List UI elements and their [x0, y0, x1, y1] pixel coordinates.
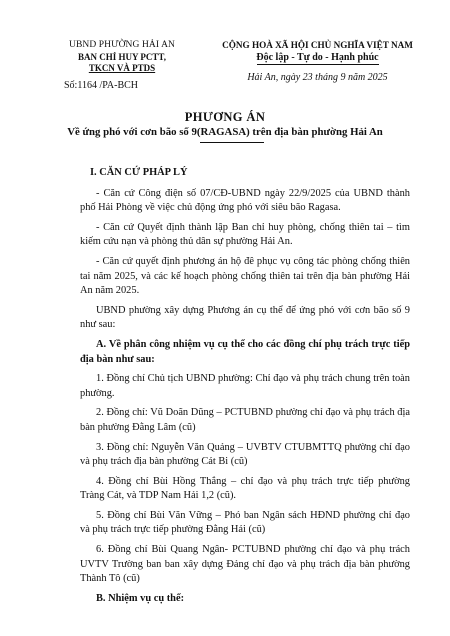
legal-basis-paragraph: - Căn cứ Quyết định thành lập Ban chỉ huy phòng, chống thiên tai – tìm kiếm cứu nạn và phòng thủ dân sự phường Hải An.: [80, 221, 410, 248]
section-legal-basis-heading: I. CĂN CỨ PHÁP LÝ: [90, 167, 188, 178]
agency-line-2: BAN CHỈ HUY PCTT,: [77, 51, 166, 62]
agency-line-3: TKCN VÀ PTDS: [88, 63, 156, 73]
document-number: Số:1164 /PA-BCH: [64, 79, 139, 91]
assignment-item: 5. Đồng chí Bùi Văn Vững – Phó ban Ngân sách HĐND phường chỉ đạo và phụ trách trực tiếp phường Đằng Hải (cũ): [80, 509, 410, 536]
assignment-item: 6. Đồng chí Bùi Quang Ngân- PCTUBND phường chỉ đạo và phụ trách UVTV Trường ban ban xây dựng Đảng chỉ đạo và phụ trách địa bàn phường Thành Tô (cũ): [80, 544, 410, 585]
assignment-item: 3. Đồng chí: Nguyễn Văn Quảng – UVBTV CTUBMTTQ phường chỉ đạo và phụ trách địa bàn phường Cát Bi (cũ): [80, 441, 410, 468]
legal-basis-paragraph: - Căn cứ quyết định phương án hộ đê phục vụ công tác phòng chống thiên tai năm 2025, và các kế hoạch phòng chống thiên tai trên địa bàn phường Hải An năm 2025.: [80, 255, 410, 297]
section-a-heading: A. Về phân công nhiệm vụ cụ thể cho các đồng chí phụ trách trực tiếp địa bàn như sau:: [80, 338, 410, 365]
section-b-heading: B. Nhiệm vụ cụ thể:: [96, 592, 185, 604]
document-title: PHƯƠNG ÁN: [184, 110, 266, 124]
intro-paragraph: UBND phường xây dựng Phương án cụ thể để ứng phó với cơn bão số 9 như sau:: [80, 304, 410, 331]
national-motto: Độc lập - Tự do - Hạnh phúc: [256, 51, 379, 63]
issuing-agency-block: [52, 40, 192, 91]
assignment-item: 2. Đồng chí: Vũ Doãn Dũng – PCTUBND phường chỉ đạo và phụ trách địa bàn phường Đằng Lâm (cũ): [80, 407, 410, 433]
assignment-item: 4. Đồng chí Bùi Hồng Thắng – chỉ đạo và phụ trách trực tiếp phường Tràng Cát, và TDP Nam Hải 1,2 (cũ).: [80, 475, 410, 502]
document-body: [80, 166, 410, 611]
place-date-line: Hải An, ngày 23 tháng 9 năm 2025: [247, 72, 388, 83]
legal-basis-paragraph: - Căn cứ Công điện số 07/CĐ-UBND ngày 22/9/2025 của UBND thành phố Hải Phòng về việc chủ động ứng phó với siêu bão Ragasa.: [80, 187, 410, 214]
assignment-item: 1. Đồng chí Chủ tịch UBND phường: Chỉ đạo và phụ trách chung trên toàn phường.: [80, 373, 410, 399]
title-divider: [200, 142, 264, 143]
agency-line-1: UBND PHƯỜNG HẢI AN: [68, 40, 176, 50]
national-header-block: [210, 40, 425, 84]
document-subtitle: Về ứng phó với cơn bão số 9(RAGASA) trên địa bàn phường Hải An: [67, 126, 383, 138]
motto-underline: [257, 64, 379, 65]
nation-title: CỘNG HOÀ XÃ HỘI CHỦ NGHĨA VIỆT NAM: [222, 40, 413, 50]
